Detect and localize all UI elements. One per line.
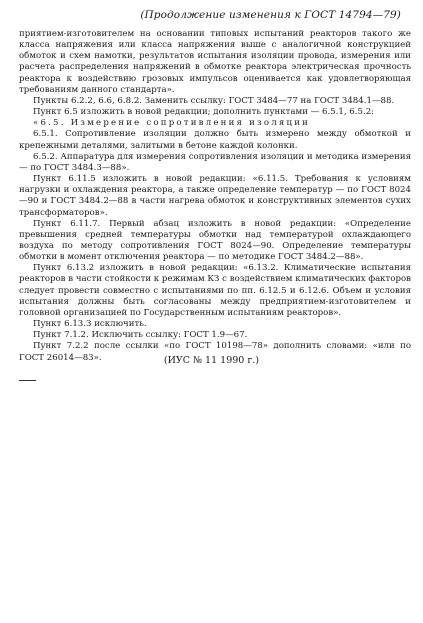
- paragraph-7-2-2: Пункт 7.2.2 после ссылки «по ГОСТ 10198—78» дополнить словами: «или по ГОСТ 26014—83».: [19, 341, 411, 363]
- paragraph-7-1-2: Пункт 7.1.2. Исключить ссылку: ГОСТ 1.9—67.: [33, 330, 248, 341]
- paragraph-continuation: приятием-изготовителем на основании типовых испытаний реакторов такого же класса напряжения или класса напряжения выше с аналогичной конструкцией обмоток и схем намотки, результатов испытания изоляции провода, измерения или расчета распределения напряжений в обмотке реактора электрическая прочность реактора к воздействию грозовых импульсов оценивается как удовлетворяющая требованиям данного стандарта».: [19, 29, 411, 95]
- paragraph-6-2-2: Пункты 6.2.2, 6.6, 6.8.2. Заменить ссылку: ГОСТ 3484—77 на ГОСТ 3484.1—88.: [33, 95, 395, 106]
- section-heading-6-5: «6.5. Измерение сопротивления изоляции: [33, 118, 311, 129]
- paragraph-6-11-7: Пункт 6.11.7. Первый абзац изложить в новой редакции: «Определение превышения средней температуры обмотки над температурой охлаждающего воздуха по методу сопротивления ГОСТ 8024—90. Определение температуры обмотки в момент отключения реактора — по методике ГОСТ 3484.2—88».: [19, 218, 411, 263]
- paragraph-6-5-2: 6.5.2. Аппаратура для измерения сопротивления изоляции и методика измерения — по ГОСТ 3484.3—88».: [19, 151, 411, 173]
- divider-dash: [19, 380, 36, 381]
- paragraph-6-5: Пункт 6.5 изложить в новой редакции; дополнить пунктами — 6.5.1, 6.5.2:: [33, 107, 375, 118]
- paragraph-6-13-3: Пункт 6.13.3 исключить.: [33, 319, 147, 330]
- paragraph-6-5-1: 6.5.1. Сопротивление изоляции должно быть измерено между обмоткой и крепежными деталями, залитыми в бетоне каждой колонки.: [19, 129, 411, 151]
- paragraph-6-13-2: Пункт 6.13.2 изложить в новой редакции: «6.13.2. Климатические испытания реакторов в части стойкости к режимам КЗ с воздействием климатических факторов следует провести совместно с испытаниями по пп. 6.12.5 и 6.12.6. Объем и условия испытания должны быть согласованы между предприятием-изготовителем и головной организацией по Государственным испытаниям реакторов».: [19, 263, 411, 318]
- paragraph-6-11-5: Пункт 6.11.5 изложить в новой редакции: «6.11.5. Требования к условиям нагрузки и охлаждения реактора, а также определение температур — по ГОСТ 8024—90 и ГОСТ 3484.2—88 в части нагрева обмоток и конструктивных элементов сухих трансформаторов».: [19, 174, 411, 218]
- source-reference: (ИУС № 11 1990 г.): [163, 355, 260, 366]
- running-header: (Продолжение изменения к ГОСТ 14794—79): [140, 9, 401, 21]
- body-text: [19, 29, 411, 364]
